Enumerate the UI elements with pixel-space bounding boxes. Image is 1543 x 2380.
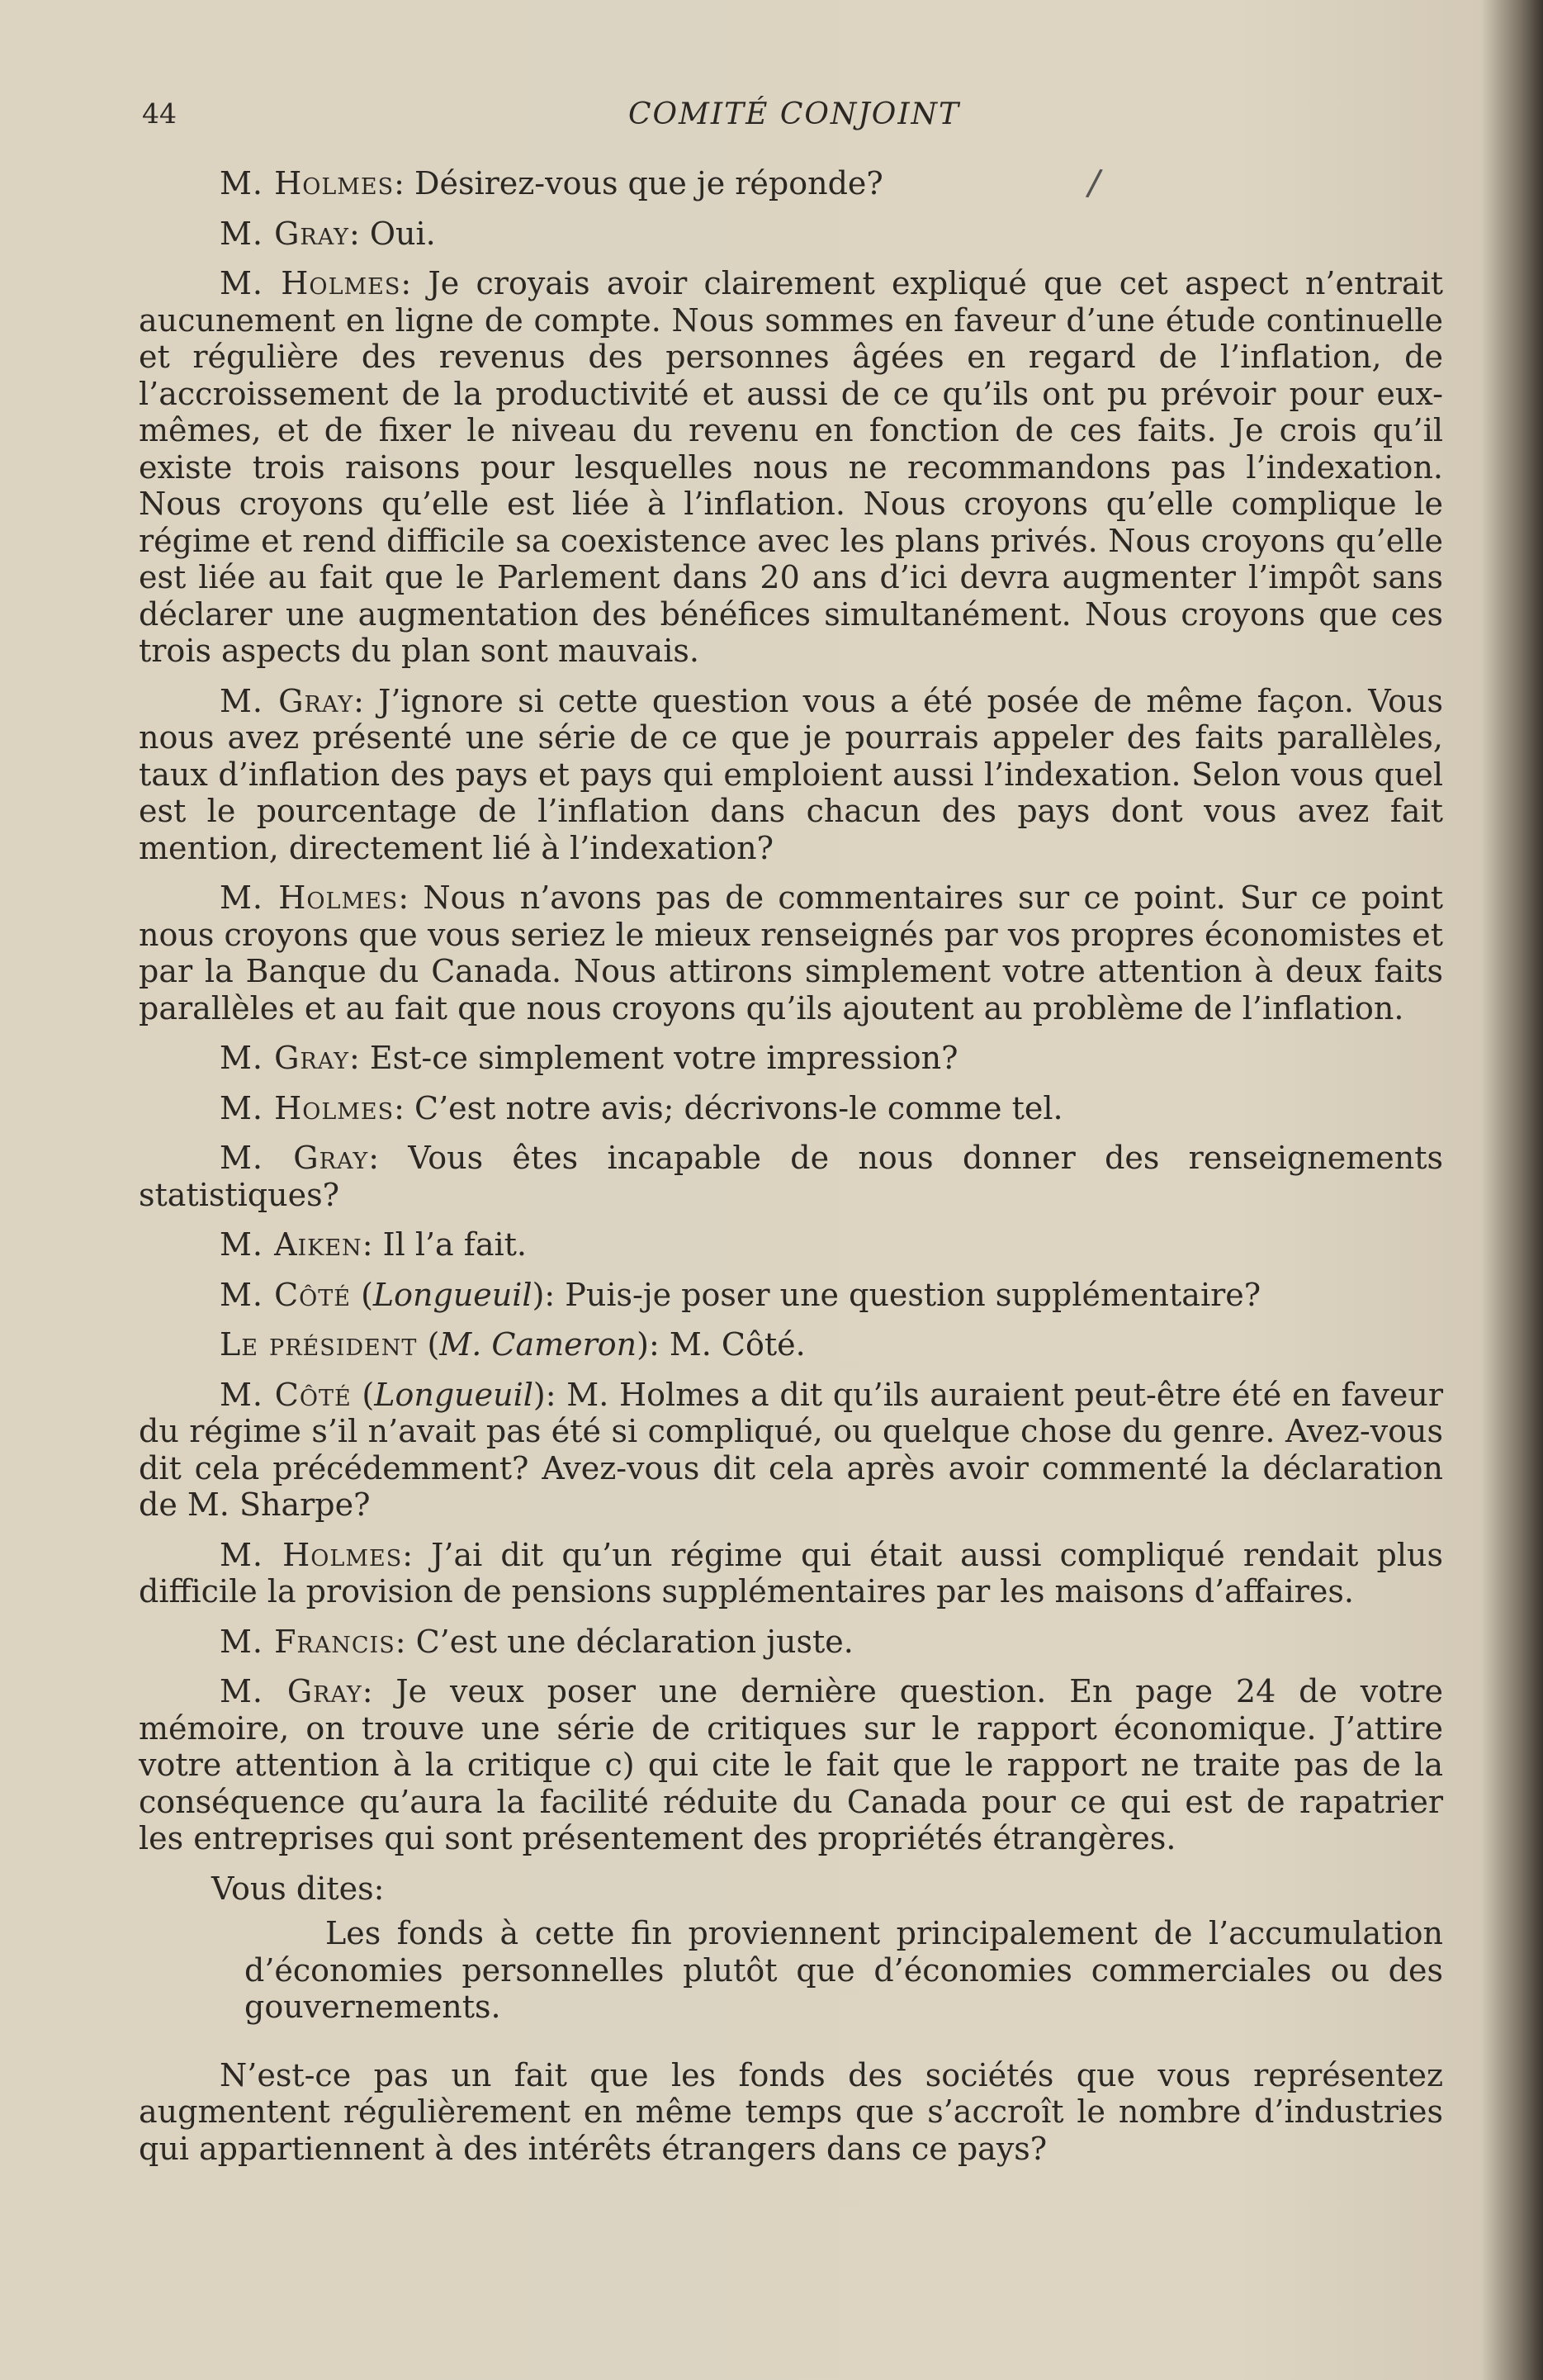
quote-intro: Vous dites: (211, 1870, 385, 1907)
speaker-separator: : (394, 1089, 405, 1126)
speaker-riding: Longueuil (374, 1376, 533, 1413)
speech-text: Nous n’avons pas de commentaires sur ce point. Sur ce point nous croyons que vous seriez le mieux renseignés par vos propres économistes et par la Banque du Canada. Nous attirons simplement votre attention à deux faits parallèles et au fait que nous croyons qu’ils ajoutent au problème de l’inflation. (139, 879, 1443, 1026)
speaker-separator: : (362, 1673, 373, 1709)
dialogue (139, 165, 1443, 1857)
speech-text: Désirez-vous que je réponde? (404, 165, 883, 201)
speaker-separator: : (353, 682, 364, 719)
dialogue-paragraph (139, 1040, 1443, 1077)
speaker-name: M. Holmes (220, 1536, 403, 1573)
speaker-separator: ): (637, 1326, 660, 1363)
dialogue-paragraph (139, 1226, 1443, 1263)
dialogue-paragraph: M. Côté (Longueuil): M. Holmes a dit qu’ils auraient peut-être été en faveur du régime s’il n’avait pas été si compliqué, ou quelque chose du genre. Avez-vous dit cela précédemment? Avez-vous dit cela après avoir commenté la déclaration de M. Sharpe? (139, 1376, 1443, 1523)
speaker-separator: : (400, 265, 412, 301)
speaker-name: M. Gray (220, 682, 354, 719)
speech-text: Je veux poser une dernière question. En page 24 de votre mémoire, on trouve une série de critiques sur le rapport économique. J’attire votre attention à la critique c) qui cite le fait que le rapport ne traite pas de la conséquence qu’aura la facilité réduite du Canada pour ce qui est de rapatrier les entreprises qui sont présentement des propriétés étrangères. (139, 1673, 1444, 1856)
dialogue-paragraph (139, 216, 1443, 253)
dialogue-paragraph: M. Côté (Longueuil): Puis-je poser une question supplémentaire? (220, 1276, 1261, 1313)
speaker-separator: ): (532, 1376, 556, 1413)
speech-text: Est-ce simplement votre impression? (359, 1040, 958, 1076)
speaker-name: Le président (220, 1326, 418, 1363)
speaker-separator: : (348, 1040, 360, 1076)
speaker-separator: : (394, 165, 405, 201)
dialogue-paragraph: Le président (M. Cameron): M. Côté. (220, 1326, 806, 1363)
speaker-name: M. Gray (220, 1140, 369, 1176)
speaker-separator: : (395, 1623, 406, 1660)
speech-text: M. Holmes a dit qu’ils auraient peut-être été en faveur du régime s’il n’avait pas été si compliqué, ou quelque chose du genre. Avez-vous dit cela précédemment? Avez-vous dit cela après avoir commenté la déclaration de M. Sharpe? (139, 1376, 1443, 1523)
block-quote: Les fonds à cette fin proviennent principalement de l’accumulation d’économies personnelles plutôt que d’économies commerciales ou des gouvernements. (244, 1915, 1443, 2025)
speaker-name: M. Holmes (220, 165, 395, 201)
running-title: COMITÉ CONJOINT (627, 97, 961, 131)
speech-text: C’est notre avis; décrivons-le comme tel. (404, 1089, 1063, 1126)
dialogue-paragraph (139, 265, 1443, 670)
speaker-separator: : (368, 1140, 380, 1176)
speaker-name: M. Holmes (220, 879, 399, 916)
speaker-riding: Longueuil (372, 1276, 532, 1313)
speech-text: Il l’a fait. (372, 1226, 528, 1263)
closing-paragraph: N’est-ce pas un fait que les fonds des sociétés que vous représentez augmentent régulièrement en même temps que s’accroît le nombre d’industries qui appartiennent à des intérêts étrangers dans ce pays? (139, 2056, 1443, 2167)
dialogue-paragraph (139, 879, 1443, 1026)
page-header (142, 97, 1446, 139)
speech-text: Puis-je poser une question supplémentaire? (555, 1276, 1261, 1313)
speaker-name: M. Gray (220, 1040, 349, 1076)
page-number: 44 (142, 97, 177, 130)
dialogue-paragraph (139, 1624, 1443, 1661)
speaker-name: M. Côté (220, 1376, 352, 1413)
speaker-separator: : (362, 1226, 373, 1263)
speaker-name: M. Aiken (220, 1226, 362, 1263)
dialogue-paragraph (139, 165, 1443, 202)
speaker-separator: : (402, 1536, 414, 1573)
speech-text: Vous êtes incapable de nous donner des renseignements statistiques? (139, 1140, 1444, 1213)
body-text (139, 165, 1443, 2180)
speaker-separator: ): (532, 1276, 556, 1313)
speaker-riding: M. Cameron (439, 1326, 637, 1363)
speech-text: C’est une déclaration juste. (405, 1623, 854, 1660)
speaker-separator: : (348, 215, 360, 252)
speech-text: Je croyais avoir clairement expliqué que cet aspect n’entrait aucunement en ligne de compte. Nous sommes en faveur d’une étude continuelle et régulière des revenus des personnes âgées en regard de l’inflation, de l’accroissement de la productivité et aussi de ce qu’ils ont pu prévoir pour eux-mêmes, et de fixer le niveau du revenu en fonction de ces faits. Je crois qu’il existe trois raisons pour lesquelles nous ne recommandons pas l’indexation. Nous croyons qu’elle est liée à l’inflation. Nous croyons qu’elle complique le régime et rend difficile sa coexistence avec les plans privés. Nous croyons qu’elle est liée au fait que le Parlement dans 20 ans d’ici devra augmenter l’impôt sans déclarer une augmentation des bénéfices simultanément. Nous croyons que ces trois aspects du plan sont mauvais. (139, 265, 1443, 669)
speech-text: J’ignore si cette question vous a été posée de même façon. Vous nous avez présenté une série de ce que je pourrais appeler des faits parallèles, taux d’inflation des pays et pays qui emploient aussi l’indexation. Selon vous quel est le pourcentage de l’inflation dans chacun des pays dont vous avez fait mention, directement lié à l’indexation? (139, 682, 1443, 866)
speech-text: J’ai dit qu’un régime qui était aussi compliqué rendait plus difficile la provision de pensions supplémentaires par les maisons d’affaires. (139, 1536, 1444, 1610)
speech-text: M. Côté. (659, 1326, 806, 1363)
speaker-name: M. Holmes (220, 1089, 395, 1126)
margin-mark: / (1084, 161, 1105, 205)
speaker-name: M. Holmes (220, 265, 401, 301)
dialogue-paragraph (139, 1673, 1443, 1857)
speaker-name: M. Côté (220, 1276, 351, 1313)
speaker-name: M. Francis (220, 1623, 395, 1660)
speaker-separator: : (398, 879, 409, 916)
dialogue-paragraph (139, 1537, 1443, 1610)
speaker-name: M. Gray (220, 215, 349, 252)
speech-text: Oui. (359, 215, 436, 252)
dialogue-paragraph (139, 1090, 1443, 1127)
dialogue-paragraph (139, 683, 1443, 867)
speaker-name: M. Gray (220, 1673, 362, 1709)
dialogue-paragraph (139, 1140, 1443, 1213)
